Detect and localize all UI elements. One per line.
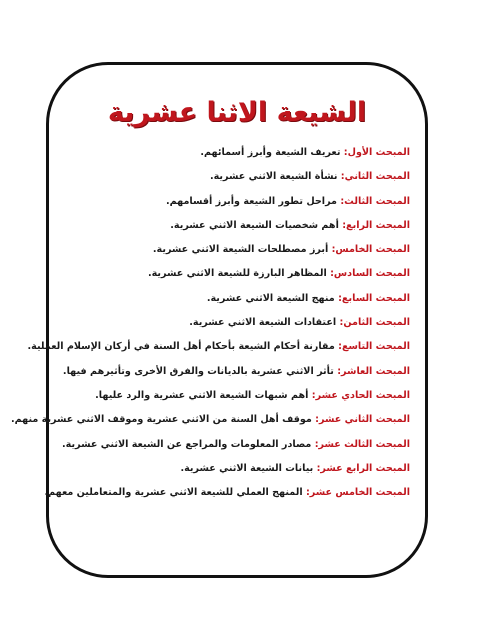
chapter-label: المبحث الثاني عشر:: [315, 414, 410, 426]
chapter-text: مراحل تطور الشيعة وأبرز أقسامهم.: [165, 195, 341, 207]
chapter-text: مصادر المعلومات والمراجع عن الشيعة الاثني عشرية.: [62, 438, 315, 450]
chapter-text: موقف أهل السنة من الاثني عشرية وموقف الاثني عشرية منهم.: [10, 414, 316, 426]
chapter-label: المبحث التاسع:: [338, 341, 410, 353]
chapter-item-14: [70, 457, 410, 481]
chapter-text: مقارنة أحكام الشيعة بأحكام أهل السنة في أركان الإسلام العملية.: [27, 341, 339, 353]
chapter-text: منهج الشيعة الاثني عشرية.: [206, 292, 339, 304]
chapter-text: اعتقادات الشيعة الاثني عشرية.: [189, 317, 340, 329]
chapter-item-9: [27, 335, 410, 359]
chapter-item-6: [70, 262, 410, 286]
chapter-label: المبحث الثامن:: [339, 317, 410, 329]
chapter-item-11: [70, 384, 410, 408]
chapter-item-2: [70, 165, 410, 189]
chapter-label: المبحث السادس:: [330, 268, 410, 280]
chapter-label: المبحث الخامس:: [331, 244, 410, 256]
chapter-item-15: [44, 481, 410, 505]
chapter-label: المبحث الحادي عشر:: [311, 389, 410, 401]
chapter-label: المبحث الرابع عشر:: [316, 462, 410, 474]
chapter-label: المبحث الثاني:: [340, 171, 410, 183]
chapter-label: المبحث الخامس عشر:: [305, 487, 410, 499]
chapter-item-4: [70, 214, 410, 238]
document-title: الشيعة الاثنا عشرية: [107, 97, 367, 128]
chapter-item-13: [62, 433, 410, 457]
chapter-item-3: [70, 190, 410, 214]
chapter-text: تعريف الشيعة وأبرز أسمائهم.: [200, 147, 344, 158]
chapter-item-12: [10, 408, 410, 432]
chapter-text: أهم شخصيات الشيعة الاثني عشرية.: [170, 219, 343, 231]
chapter-item-10: [62, 360, 410, 384]
chapter-label: المبحث العاشر:: [337, 365, 410, 377]
chapter-item-5: [70, 238, 410, 262]
chapter-label: المبحث الرابع:: [342, 219, 410, 231]
chapter-item-7: [70, 287, 410, 311]
chapter-list: [10, 141, 410, 505]
chapter-text: أبرز مصطلحات الشيعة الاثني عشرية.: [152, 244, 332, 256]
chapter-label: المبحث الثالث:: [340, 195, 410, 207]
chapter-label: المبحث الأول:: [343, 147, 410, 158]
chapter-item-8: [70, 311, 410, 335]
chapter-text: المظاهر البارزة للشيعة الاثني عشرية.: [147, 268, 331, 280]
chapter-text: بيانات الشيعة الاثني عشرية.: [180, 462, 317, 474]
chapter-item-1: [70, 141, 410, 165]
chapter-text: تأثر الاثني عشرية بالديانات والفرق الأخرى وتأثيرهم فيها.: [62, 365, 338, 377]
chapter-label: المبحث السابع:: [338, 292, 410, 304]
chapter-label: المبحث الثالث عشر:: [314, 438, 410, 450]
chapter-text: المنهج العملي للشيعة الاثني عشرية والمتعاملين معهم.: [44, 487, 306, 499]
chapter-text: نشأة الشيعة الاثني عشرية.: [209, 171, 341, 183]
chapter-text: أهم شبهات الشيعة الاثني عشرية والرد عليها.: [95, 389, 312, 401]
